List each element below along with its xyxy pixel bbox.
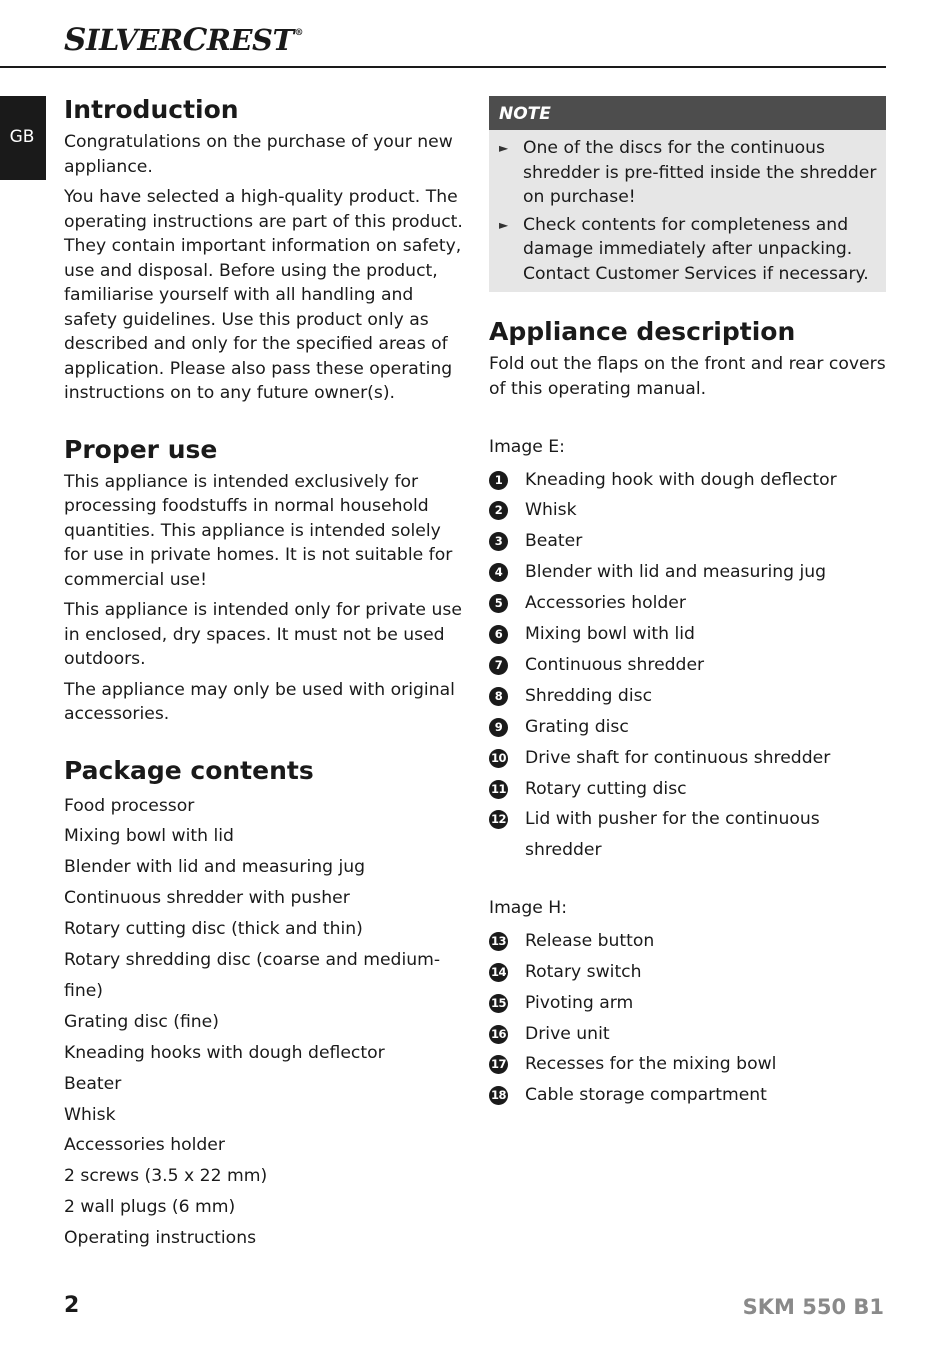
image-e-parts-list (489, 465, 886, 867)
list-item: 7 Continuous shredder (489, 650, 886, 681)
note-item (489, 213, 878, 287)
list-item: Beater (64, 1073, 122, 1094)
list-item: Rotary cutting disc (thick and thin) (64, 919, 363, 940)
list-item: 12 Lid with pusher for the continuous shredder (490, 809, 820, 861)
introduction-paragraph-2: You have selected a high-quality product. The operating instructions are part of this product. They contain important information on safety, use and disposal. Before using the product, familiarise yourself with all handling and safety guidelines. Use this product only as described and only for the specified areas of application. Please also pass these operating instructions on to any future owner(s). (64, 187, 463, 403)
list-item: 2 wall plugs (6 mm) (64, 1197, 236, 1218)
number-badge: 14 (489, 963, 508, 982)
list-item: 16 Drive unit (490, 1023, 610, 1044)
list-item: Mixing bowl with lid (64, 826, 234, 847)
list-item: Grating disc (fine) (64, 1011, 219, 1032)
list-item: Rotary shredding disc (coarse and medium-fine) (64, 950, 441, 1001)
list-item: 8 Shredding disc (489, 681, 886, 712)
package-contents-section (64, 751, 469, 1255)
number-badge: 1 (489, 471, 508, 490)
left-column (64, 90, 469, 1254)
proper-use-section (64, 430, 469, 727)
list-item: 3 Beater (489, 526, 886, 557)
list-item: 2 screws (3.5 x 22 mm) (64, 1166, 268, 1187)
arrow-icon: ► (499, 141, 509, 155)
number-badge: 5 (489, 594, 508, 613)
package-contents-list (64, 791, 469, 1255)
appliance-description-intro: Fold out the flaps on the front and rear covers of this operating manual. (489, 354, 886, 399)
page-number: 2 (64, 1293, 80, 1318)
image-e-label: Image E: (489, 437, 565, 457)
list-item: Whisk (64, 1104, 116, 1125)
number-badge: 11 (489, 780, 508, 799)
proper-use-heading: Proper use (64, 434, 218, 464)
list-item: Kneading hooks with dough deflector (64, 1042, 385, 1063)
list-item: 10 Drive shaft for continuous shredder (490, 747, 831, 768)
number-badge: 9 (489, 718, 508, 737)
header-rule (0, 66, 886, 68)
list-item: 5 Accessories holder (489, 588, 886, 619)
introduction-paragraph-1: Congratulations on the purchase of your new appliance. (64, 132, 453, 177)
introduction-heading: Introduction (64, 95, 239, 124)
number-badge: 6 (489, 625, 508, 644)
number-badge: 17 (489, 1055, 508, 1074)
model-number: SKM 550 B1 (742, 1295, 884, 1319)
list-item: Blender with lid and measuring jug (64, 857, 366, 878)
number-badge: 18 (489, 1086, 508, 1105)
note-item (489, 136, 878, 210)
list-item: 15 Pivoting arm (490, 992, 634, 1013)
list-item: 9 Grating disc (489, 712, 886, 743)
list-item: 18 Cable storage compartment (490, 1085, 767, 1106)
appliance-description-section (489, 312, 886, 1111)
proper-use-paragraph-1: This appliance is intended exclusively for processing foodstuffs in normal household quantities. This appliance is intended solely for use in private homes. It is not suitable for commercial use! (64, 471, 453, 590)
list-item: 11 Rotary cutting disc (490, 778, 687, 799)
number-badge: 15 (489, 994, 508, 1013)
number-badge: 3 (489, 532, 508, 551)
number-badge: 8 (489, 687, 508, 706)
list-item: 2 Whisk (489, 495, 886, 526)
list-item: Operating instructions (64, 1228, 257, 1249)
note-heading: NOTE (489, 96, 886, 130)
number-badge: 13 (489, 932, 508, 951)
list-item: 1 Kneading hook with dough deflector (489, 465, 886, 496)
number-badge: 16 (489, 1025, 508, 1044)
list-item: 4 Blender with lid and measuring jug (489, 557, 886, 588)
list-item: 6 Mixing bowl with lid (489, 619, 886, 650)
list-item: 17 Recesses for the mixing bowl (490, 1054, 777, 1075)
introduction-section (64, 90, 469, 406)
list-item: Food processor (64, 795, 195, 816)
number-badge: 2 (489, 501, 508, 520)
list-item: 13 Release button (490, 930, 655, 951)
arrow-icon: ► (499, 217, 509, 232)
brand-logo: SILVERCREST® (64, 22, 304, 58)
number-badge: 7 (489, 656, 508, 675)
language-tab: GB (0, 96, 46, 180)
image-h-parts-list (489, 926, 886, 1111)
list-item: Continuous shredder with pusher (64, 888, 350, 909)
package-contents-heading: Package contents (64, 755, 314, 785)
note-list (489, 130, 886, 292)
right-column (489, 96, 886, 1111)
number-badge: 4 (489, 563, 508, 582)
image-h-label: Image H: (489, 898, 568, 919)
list-item: 14 Rotary switch (490, 961, 642, 982)
proper-use-paragraph-2: This appliance is intended only for private use in enclosed, dry spaces. It must not be used outdoors. (64, 600, 462, 669)
note-box (489, 96, 886, 292)
note-item-text: Check contents for completeness and damage immediately after unpacking. Contact Customer Services if necessary. (523, 214, 869, 284)
proper-use-paragraph-3: The appliance may only be used with original accessories. (64, 679, 455, 724)
number-badge: 12 (489, 810, 508, 829)
appliance-description-heading: Appliance description (489, 317, 796, 346)
note-item-text: One of the discs for the continuous shredder is pre-fitted inside the shredder on purchase! (523, 138, 877, 207)
list-item: Accessories holder (64, 1135, 225, 1156)
number-badge: 10 (489, 749, 508, 768)
